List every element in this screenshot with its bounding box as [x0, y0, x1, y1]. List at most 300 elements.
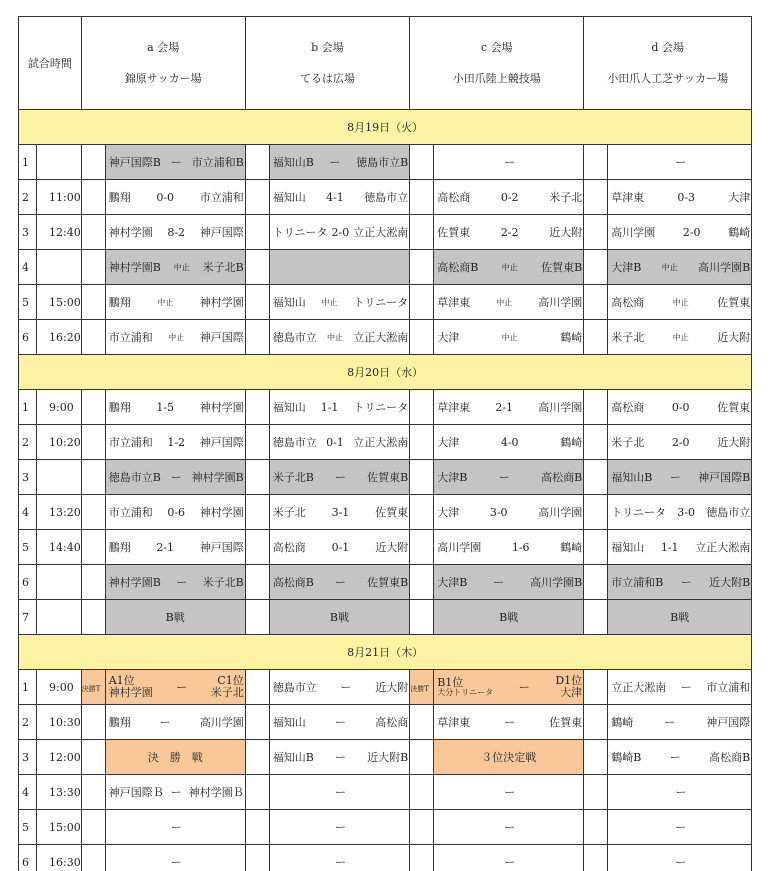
- score: 8-2: [167, 225, 186, 239]
- away-team: 米子北B: [202, 261, 244, 274]
- match-pair: [608, 180, 751, 214]
- score: ー: [669, 751, 681, 764]
- kickoff-time-label: 15:00: [49, 820, 81, 834]
- kickoff-time: [37, 810, 82, 845]
- match-pair: [270, 390, 410, 424]
- venue-header-d: d 会場 小田爪人工芝サッカー場: [584, 17, 752, 110]
- match-cell: [434, 215, 584, 250]
- match-cell: [434, 740, 584, 775]
- spacer-cell: [410, 390, 434, 425]
- match-cell-label: B戦: [165, 611, 185, 624]
- match-pair: [434, 250, 583, 284]
- match-number-label: 1: [22, 400, 29, 414]
- match-pair: [270, 180, 410, 214]
- match-pair: [434, 705, 583, 739]
- spacer-cell: [410, 810, 434, 845]
- date-row: [19, 355, 752, 390]
- match-row: [19, 740, 752, 775]
- score: ー: [170, 821, 182, 834]
- away-team: 市立浦和: [199, 191, 244, 204]
- home-team: 神戸国際Ｂ: [108, 786, 164, 799]
- home-team: 福知山: [611, 541, 645, 554]
- spacer-cell: [245, 810, 269, 845]
- score: 2-0: [682, 225, 701, 239]
- spacer-cell: [245, 390, 269, 425]
- score: ー: [504, 856, 516, 869]
- match-number-label: 3: [22, 225, 29, 239]
- date-label: 8月20日（水）: [347, 366, 424, 379]
- match-number-label: 2: [22, 715, 29, 729]
- spacer-cell: [81, 215, 105, 250]
- home-team: 福知山B: [272, 751, 314, 764]
- match-cell: [105, 845, 245, 871]
- match-pair: [608, 215, 751, 249]
- match-cell: [434, 320, 584, 355]
- score: 2-0: [331, 225, 350, 239]
- spacer-cell: [584, 810, 608, 845]
- home-team: 鵬翔: [108, 296, 131, 309]
- match-cell: [105, 250, 245, 285]
- match-pair: [608, 145, 751, 179]
- match-cell: [434, 145, 584, 180]
- match-number: [19, 705, 37, 740]
- spacer-cell: [245, 705, 269, 740]
- away-team: トリニータ: [353, 296, 409, 309]
- spacer-cell: [584, 390, 608, 425]
- away-team: 神戸国際: [199, 436, 244, 449]
- home-team: 鶴崎: [611, 716, 634, 729]
- kickoff-time-label: 9:00: [49, 680, 74, 694]
- match-pair: [270, 565, 410, 599]
- match-cell: [105, 425, 245, 460]
- match-pair: [608, 495, 751, 529]
- away-seed: D1位: [555, 673, 583, 687]
- match-pair: [106, 250, 245, 284]
- match-cell: [269, 285, 410, 320]
- kickoff-time: [37, 845, 82, 871]
- match-pair: [106, 390, 245, 424]
- spacer-cell: [584, 250, 608, 285]
- away-team: 大津: [728, 191, 751, 204]
- away-team: 近大附B: [709, 576, 751, 589]
- match-number-label: 5: [22, 540, 29, 554]
- spacer-cell: [410, 460, 434, 495]
- match-pair: [434, 460, 583, 494]
- away-team: 近大附: [717, 331, 751, 344]
- kickoff-time: [37, 705, 82, 740]
- home-team: 福知山: [272, 191, 306, 204]
- score: ー: [340, 681, 352, 694]
- match-pair: [434, 425, 583, 459]
- spacer-cell: [410, 215, 434, 250]
- match-pair: [270, 530, 410, 564]
- match-pair: [434, 215, 583, 249]
- match-pair: [608, 565, 751, 599]
- match-pair: [270, 810, 410, 844]
- match-number-label: 7: [22, 610, 29, 624]
- kickoff-time-label: 15:00: [49, 295, 81, 309]
- match-number-label: 2: [22, 190, 29, 204]
- kickoff-time: [37, 775, 82, 810]
- match-cell-label: B戦: [670, 611, 690, 624]
- score: 中止: [501, 332, 518, 342]
- away-team: 高川学園: [538, 506, 583, 519]
- home-team: [109, 675, 153, 699]
- away-team: 佐賀東B: [367, 576, 409, 589]
- kickoff-time: [37, 460, 82, 495]
- away-team: 神村学園: [199, 506, 244, 519]
- spacer-cell: [584, 320, 608, 355]
- spacer-cell: [81, 250, 105, 285]
- kickoff-time: [37, 145, 82, 180]
- match-cell: [269, 705, 410, 740]
- spacer-cell: [245, 460, 269, 495]
- away-team: 神村学園B: [191, 471, 244, 484]
- match-pair: [608, 845, 751, 871]
- score: ー: [504, 821, 516, 834]
- match-pair: [608, 705, 751, 739]
- spacer-cell: [410, 145, 434, 180]
- knockout-tag: 決勝T: [410, 684, 429, 693]
- match-cell: [269, 565, 410, 600]
- spacer-cell: [81, 810, 105, 845]
- match-row: [19, 145, 752, 180]
- date-cell: [19, 635, 752, 670]
- home-team: 福知山: [272, 716, 306, 729]
- match-pair: [270, 705, 410, 739]
- home-team: トリニータ: [611, 506, 666, 519]
- match-row: [19, 180, 752, 215]
- away-team: 市立浦和B: [191, 156, 244, 169]
- spacer-cell: [410, 425, 434, 460]
- home-team: 福知山: [272, 296, 306, 309]
- score: 2-0: [671, 435, 690, 449]
- home-team: 立正大淞南: [611, 681, 667, 694]
- home-team: 米子北B: [272, 471, 314, 484]
- score: 1-6: [511, 540, 530, 554]
- match-cell: [608, 810, 752, 845]
- home-team: 神村学園B: [108, 576, 161, 589]
- score: 3-0: [677, 505, 695, 519]
- kickoff-time: [37, 600, 82, 635]
- score: 0-1: [331, 540, 350, 554]
- match-row: [19, 285, 752, 320]
- score: ー: [334, 751, 346, 764]
- match-number: [19, 775, 37, 810]
- score: ー: [675, 786, 687, 799]
- away-team: 徳島市立: [706, 506, 751, 519]
- spacer-cell: [81, 565, 105, 600]
- match-pair: [434, 390, 583, 424]
- score: 中止: [326, 332, 343, 342]
- match-number-label: 4: [22, 505, 29, 519]
- match-pair: [270, 285, 410, 319]
- home-team: 草津東: [437, 296, 471, 309]
- match-cell: [105, 495, 245, 530]
- match-cell: [269, 600, 410, 635]
- score: 2-2: [500, 225, 519, 239]
- home-team: 米子北: [611, 331, 645, 344]
- home-team: 高松商: [611, 296, 645, 309]
- match-cell: [434, 495, 584, 530]
- away-team: 近大附: [549, 226, 583, 239]
- home-team: 神戸国際B: [108, 156, 161, 169]
- match-pair: [608, 740, 751, 774]
- match-number: [19, 530, 37, 565]
- match-cell: [105, 460, 245, 495]
- home-team: 大津B: [437, 471, 468, 484]
- away-team: 近大附: [375, 681, 409, 694]
- match-number: [19, 670, 37, 705]
- spacer-cell: [584, 565, 608, 600]
- match-cell: [105, 810, 245, 845]
- away-seed: C1位: [217, 673, 244, 687]
- match-cell: [269, 460, 410, 495]
- match-pair: [270, 845, 410, 871]
- spacer-cell: [245, 495, 269, 530]
- away-team: 神村学園Ｂ: [188, 786, 244, 799]
- home-team: 市立浦和: [108, 506, 153, 519]
- kickoff-time-label: 16:30: [49, 855, 81, 869]
- match-cell: [269, 845, 410, 871]
- match-cell: [269, 670, 410, 705]
- spacer-cell: [245, 425, 269, 460]
- match-cell: [434, 285, 584, 320]
- spacer-cell: [584, 180, 608, 215]
- spacer-cell: [81, 180, 105, 215]
- spacer-cell: [245, 320, 269, 355]
- match-pair: [434, 320, 583, 354]
- match-pair: [270, 250, 410, 284]
- away-team: 市立浦和: [706, 681, 751, 694]
- kickoff-time-label: 10:30: [49, 715, 81, 729]
- spacer-cell: [584, 670, 608, 705]
- spacer-cell: [245, 775, 269, 810]
- score: ー: [498, 471, 510, 484]
- home-team: 高松商B: [272, 576, 314, 589]
- kickoff-time: [37, 285, 82, 320]
- match-cell: [434, 705, 584, 740]
- match-pair: [608, 425, 751, 459]
- match-pair: [106, 565, 245, 599]
- home-team: 草津東: [437, 716, 471, 729]
- spacer-cell: [81, 845, 105, 871]
- match-row: [19, 775, 752, 810]
- match-cell: [434, 845, 584, 871]
- score: ー: [334, 821, 346, 834]
- home-team: 大津: [437, 506, 460, 519]
- away-team: 立正大淞南: [695, 541, 751, 554]
- match-number: [19, 320, 37, 355]
- match-row: [19, 705, 752, 740]
- score: ー: [170, 856, 182, 869]
- score: 3-1: [331, 505, 350, 519]
- home-seed: B1位: [437, 675, 464, 689]
- match-pair: [608, 670, 751, 704]
- spacer-cell: [584, 740, 608, 775]
- venue-header-b: b 会場 てるは広場: [245, 17, 410, 110]
- away-team: 神戸国際: [199, 541, 244, 554]
- home-team: 大津: [437, 436, 460, 449]
- match-number: [19, 285, 37, 320]
- knockout-tag: 決勝T: [81, 684, 101, 693]
- away-team: [555, 675, 582, 699]
- match-row: [19, 565, 752, 600]
- match-cell: [608, 600, 752, 635]
- match-number: [19, 180, 37, 215]
- match-row: [19, 600, 752, 635]
- match-number: [19, 740, 37, 775]
- match-row: [19, 215, 752, 250]
- home-team: 神村学園: [108, 226, 153, 239]
- score: 中止: [672, 332, 689, 342]
- match-pair: [106, 845, 245, 871]
- score: 中止: [157, 297, 174, 307]
- kickoff-time-label: 13:20: [49, 505, 81, 519]
- match-cell: [434, 250, 584, 285]
- match-pair: [608, 810, 751, 844]
- home-team: 高松商: [437, 191, 471, 204]
- away-team: 高松商: [375, 716, 409, 729]
- home-team: 福知山: [272, 401, 306, 414]
- match-pair: [434, 845, 583, 871]
- match-cell: [105, 740, 245, 775]
- spacer-cell: [81, 285, 105, 320]
- kickoff-time: [37, 495, 82, 530]
- score: ー: [675, 856, 687, 869]
- match-number-label: 5: [22, 295, 29, 309]
- spacer-cell: [410, 180, 434, 215]
- date-row: [19, 110, 752, 145]
- spacer-cell: [81, 775, 105, 810]
- header-row: [19, 17, 752, 110]
- match-cell: [269, 320, 410, 355]
- match-pair: [434, 565, 583, 599]
- match-pair: [434, 670, 583, 704]
- venue-header-a: a 会場 錦原サッカー場: [81, 17, 245, 110]
- match-number: [19, 600, 37, 635]
- match-number: [19, 810, 37, 845]
- match-cell: [105, 180, 245, 215]
- match-number: [19, 215, 37, 250]
- match-cell-label: B戦: [499, 611, 519, 624]
- away-team: 徳島市立: [364, 191, 409, 204]
- score: 中止: [672, 297, 689, 307]
- home-team: 草津東: [611, 191, 645, 204]
- away-team: 佐賀東B: [541, 261, 583, 274]
- match-cell: [608, 705, 752, 740]
- spacer-cell: [81, 495, 105, 530]
- score: ー: [664, 716, 676, 729]
- match-cell: [105, 705, 245, 740]
- match-pair: [106, 145, 245, 179]
- match-number: [19, 390, 37, 425]
- score: ー: [170, 156, 182, 169]
- match-cell: [105, 600, 245, 635]
- spacer-cell: [81, 425, 105, 460]
- score: ー: [504, 786, 516, 799]
- score: ー: [493, 576, 505, 589]
- match-pair: [434, 180, 583, 214]
- match-pair: [270, 320, 410, 354]
- score: ー: [518, 681, 530, 694]
- match-cell: [434, 565, 584, 600]
- home-team: 徳島市立: [272, 331, 317, 344]
- spacer-cell: [81, 670, 105, 705]
- home-team: 米子北: [272, 506, 306, 519]
- kickoff-time: [37, 740, 82, 775]
- spacer-cell: [81, 705, 105, 740]
- spacer-cell: [410, 530, 434, 565]
- match-cell: [608, 180, 752, 215]
- score: 3-0: [489, 505, 508, 519]
- spacer-cell: [245, 180, 269, 215]
- spacer-cell: [584, 460, 608, 495]
- score: 4-1: [326, 190, 344, 204]
- date-row: [19, 635, 752, 670]
- match-pair: [106, 285, 245, 319]
- match-pair: [106, 180, 245, 214]
- match-number-label: 3: [22, 470, 29, 484]
- match-pair: [106, 495, 245, 529]
- score: ー: [176, 681, 188, 694]
- home-team: 徳島市立B: [108, 471, 161, 484]
- home-team: 大津B: [437, 576, 468, 589]
- score: ー: [176, 576, 188, 589]
- away-team: 鶴崎: [560, 331, 583, 344]
- match-cell: [608, 215, 752, 250]
- spacer-cell: [81, 460, 105, 495]
- match-cell: [269, 425, 410, 460]
- kickoff-time-label: 12:40: [49, 225, 81, 239]
- kickoff-time: [37, 250, 82, 285]
- score: ー: [675, 821, 687, 834]
- away-team: 立正大淞南: [353, 226, 409, 239]
- match-pair: [608, 530, 751, 564]
- kickoff-time-label: 13:30: [49, 785, 81, 799]
- match-number-label: 6: [22, 855, 29, 869]
- match-pair: [106, 530, 245, 564]
- spacer-cell: [410, 775, 434, 810]
- home-team: 市立浦和: [108, 436, 153, 449]
- away-team: 佐賀東: [549, 716, 583, 729]
- score: ー: [170, 786, 182, 799]
- match-cell: [608, 565, 752, 600]
- away-team: 近大附: [717, 436, 751, 449]
- away-team: 米子北: [549, 191, 583, 204]
- match-cell: [608, 740, 752, 775]
- match-pair: [608, 460, 751, 494]
- match-number: [19, 460, 37, 495]
- score: 0-0: [671, 400, 690, 414]
- spacer-cell: [410, 845, 434, 871]
- spacer-cell: [245, 565, 269, 600]
- away-team: 神戸国際: [706, 716, 751, 729]
- venue-header-c: c 会場 小田爪陸上競技場: [410, 17, 584, 110]
- score: 2-1: [495, 400, 514, 414]
- match-number-label: 2: [22, 435, 29, 449]
- match-number: [19, 845, 37, 871]
- match-pair: [608, 775, 751, 809]
- match-cell: [105, 285, 245, 320]
- match-cell: [434, 180, 584, 215]
- away-team: トリニータ: [353, 401, 409, 414]
- home-team: 大津: [437, 331, 460, 344]
- match-pair: [608, 320, 751, 354]
- match-cell-label: ３位決定戦: [481, 751, 537, 764]
- kickoff-time: [37, 320, 82, 355]
- home-team: 神村学園B: [108, 261, 161, 274]
